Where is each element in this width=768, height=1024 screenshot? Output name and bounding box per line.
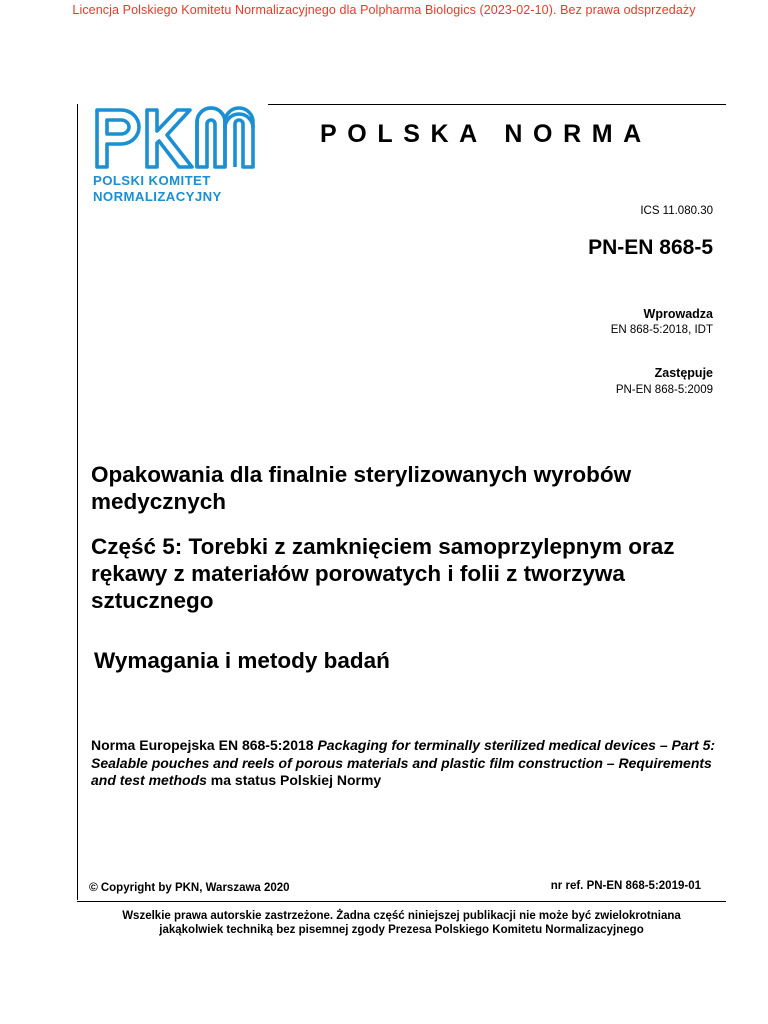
introduces-value: EN 868-5:2018, IDT: [610, 324, 713, 336]
copyright-text: Copyright by PKN, Warszawa 2020: [100, 882, 290, 894]
doc-type-heading: POLSKA NORMA: [320, 120, 652, 148]
status-note: [91, 737, 731, 790]
pkn-logo: [93, 104, 263, 214]
rights-line-1: Wszelkie prawa autorskie zastrzeżone. Żadna część niniejszej publikacji nie może być zwielokrotniana: [122, 910, 681, 922]
rights-notice: [77, 909, 726, 937]
replaces-label: Zastępuje: [654, 366, 713, 380]
license-notice: Licencja Polskiego Komitetu Normalizacyjnego dla Polpharma Biologics (2023-02-10). Bez prawa odsprzedaży: [72, 3, 696, 17]
reference-number: nr ref. PN-EN 868-5:2019-01: [550, 880, 701, 892]
rights-line-2: jakąkolwiek techniką bez pisemnej zgody Prezesa Polskiego Komitetu Normalizacyjnego: [159, 924, 644, 936]
subtitle: Wymagania i metody badań: [94, 648, 390, 673]
bottom-rule: [77, 901, 726, 902]
pkn-logo-mark: [93, 104, 261, 170]
logo-line-1: POLSKI KOMITET: [93, 173, 211, 188]
top-rule: [268, 104, 726, 105]
copyright: [89, 880, 290, 894]
logo-line-2: NORMALIZACYJNY: [93, 189, 222, 204]
note-prefix: Norma Europejska EN 868-5:2018: [91, 737, 318, 753]
main-title: Opakowania dla finalnie sterylizowanych wyrobów medycznych: [91, 462, 632, 514]
standard-number: PN-EN 868-5: [588, 236, 713, 259]
note-english-title: Packaging for terminally sterilized medical devices – Part 5: Sealable pouches and reels of porous materials and plastic film construction – Requirements and test methods: [91, 737, 716, 788]
part-title: Część 5: Torebki z zamknięciem samoprzylepnym oraz rękawy z materiałów porowatych i folii z tworzywa sztucznego: [91, 534, 675, 613]
introduces-label: Wprowadza: [643, 307, 713, 321]
note-suffix: ma status Polskiej Normy: [206, 772, 382, 788]
copyright-symbol: ©: [89, 880, 98, 894]
replaces-value: PN-EN 868-5:2009: [615, 384, 713, 396]
ics-code: ICS 11.080.30: [640, 205, 713, 217]
left-rule: [77, 104, 78, 900]
